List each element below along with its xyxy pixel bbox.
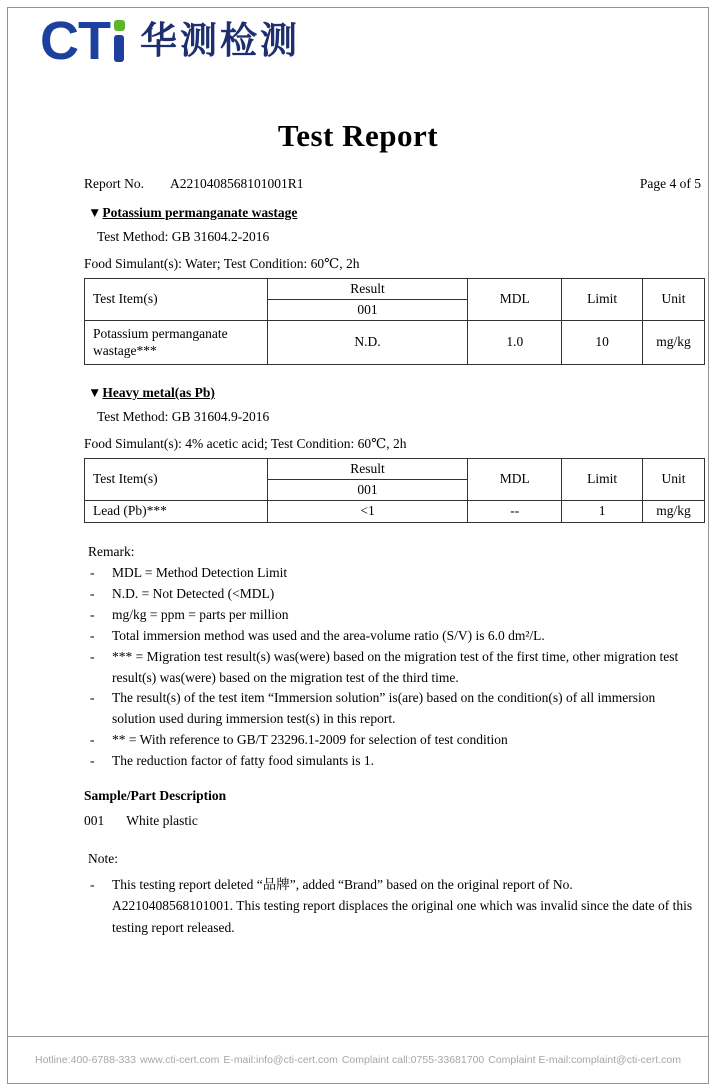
remark-item xyxy=(90,563,695,584)
dash-marker: - xyxy=(90,690,95,706)
remark-text: Total immersion method was used and the area-volume ratio (S/V) is 6.0 dm²/L. xyxy=(112,627,545,643)
remark-item xyxy=(90,688,695,730)
table-cell-mdl: -- xyxy=(468,500,562,522)
remark-item xyxy=(90,751,695,772)
dash-marker: - xyxy=(90,564,95,580)
report-title: Test Report xyxy=(277,118,439,153)
table-header-sample-id: 001 xyxy=(267,479,467,500)
report-line xyxy=(84,176,701,192)
note-text: This testing report deleted “品牌”, added “Brand” based on the original report of No. A2210408568101001. This testing report displaces the original one which was invalid since the date of this testing report released. xyxy=(112,876,693,935)
remark-section xyxy=(88,542,695,772)
section-heading-text: Heavy metal(as Pb) xyxy=(102,385,215,400)
remark-item xyxy=(90,730,695,751)
remark-text: ** = With reference to GB/T 23296.1-2009 for selection of test condition xyxy=(112,732,508,748)
logo-green-dot-icon xyxy=(114,20,125,31)
section-potassium-permanganate xyxy=(84,205,705,365)
section-heavy-metal xyxy=(84,385,705,523)
footer-complaint-email: Complaint E-mail:complaint@cti-cert.com xyxy=(488,1054,681,1066)
footer xyxy=(8,1036,708,1083)
table-cell-result: N.D. xyxy=(267,320,467,364)
table-header-limit: Limit xyxy=(562,458,643,500)
remark-text: The result(s) of the test item “Immersion solution” is(are) based on the condition(s) of all immersion solution used during immersion test(s) in this report. xyxy=(112,690,656,727)
table-header-unit: Unit xyxy=(642,278,704,320)
table-header-limit: Limit xyxy=(562,278,643,320)
test-method: Test Method: GB 31604.2-2016 xyxy=(97,229,270,245)
table-header-test-item: Test Item(s) xyxy=(85,458,268,500)
section-heading xyxy=(88,205,705,221)
remark-text: The reduction factor of fatty food simulants is 1. xyxy=(112,753,375,769)
sample-part-description-section xyxy=(84,788,226,829)
remark-text: N.D. = Not Detected (<MDL) xyxy=(112,585,275,601)
table-cell-limit: 1 xyxy=(562,500,643,522)
footer-complaint-call: Complaint call:0755-33681700 xyxy=(341,1054,485,1066)
food-simulant-condition: Food Simulant(s): Water; Test Condition: 60℃, 2h xyxy=(84,256,360,272)
triangle-marker-icon: ▼ xyxy=(88,385,102,400)
note-label: Note: xyxy=(88,851,118,866)
remark-text: mg/kg = ppm = parts per million xyxy=(112,606,289,622)
remark-item xyxy=(90,584,695,605)
table-cell-mdl: 1.0 xyxy=(468,320,562,364)
footer-website: www.cti-cert.com xyxy=(139,1054,220,1066)
sample-part-description-heading: Sample/Part Description xyxy=(84,788,227,803)
result-table-1 xyxy=(84,278,705,365)
cti-logo-text xyxy=(40,10,125,71)
dash-marker: - xyxy=(90,753,95,769)
table-header-unit: Unit xyxy=(642,458,704,500)
table-header-test-item: Test Item(s) xyxy=(85,278,268,320)
table-cell-result: <1 xyxy=(267,500,467,522)
table-cell-item: Potassium permanganate wastage*** xyxy=(85,320,268,364)
table-cell-unit: mg/kg xyxy=(642,500,704,522)
sample-id: 001 xyxy=(84,813,105,829)
sample-row xyxy=(84,813,226,829)
remark-text: *** = Migration test result(s) was(were) based on the migration test of the first time, other migration test result(s) was(were) based on the migration test of the third time. xyxy=(112,648,679,685)
logo-i-stem xyxy=(114,35,124,62)
table-header-result: Result xyxy=(267,458,467,479)
sample-description: White plastic xyxy=(126,813,198,829)
dash-marker: - xyxy=(90,732,95,748)
dash-marker: - xyxy=(90,648,95,664)
cti-logo-i xyxy=(114,20,125,62)
table-row xyxy=(85,320,705,364)
test-method: Test Method: GB 31604.9-2016 xyxy=(97,409,270,425)
section-heading-text: Potassium permanganate wastage xyxy=(102,205,298,220)
cti-logo-letters: CT xyxy=(40,10,110,71)
cti-logo xyxy=(40,10,300,71)
report-no-label: Report No. xyxy=(84,176,144,191)
table-header-result: Result xyxy=(267,278,467,299)
remark-label: Remark: xyxy=(88,544,135,559)
remark-item xyxy=(90,647,695,689)
footer-hotline: Hotline:400-6788-333 xyxy=(35,1054,136,1066)
table-cell-limit: 10 xyxy=(562,320,643,364)
remark-text: MDL = Method Detection Limit xyxy=(112,564,288,580)
dash-marker: - xyxy=(90,876,95,892)
table-header-mdl: MDL xyxy=(468,458,562,500)
table-header-mdl: MDL xyxy=(468,278,562,320)
dash-marker: - xyxy=(90,627,95,643)
dash-marker: - xyxy=(90,585,95,601)
result-table-2 xyxy=(84,458,705,523)
table-row xyxy=(85,500,705,522)
page-indicator: Page 4 of 5 xyxy=(639,176,701,191)
dash-marker: - xyxy=(90,606,95,622)
table-header-sample-id: 001 xyxy=(267,299,467,320)
footer-email: E-mail:info@cti-cert.com xyxy=(223,1054,338,1066)
food-simulant-condition: Food Simulant(s): 4% acetic acid; Test Condition: 60℃, 2h xyxy=(84,436,407,452)
triangle-marker-icon: ▼ xyxy=(88,205,102,220)
remark-item xyxy=(90,605,695,626)
cti-logo-chinese: 华测检测 xyxy=(139,19,300,62)
table-cell-unit: mg/kg xyxy=(642,320,704,364)
remark-item xyxy=(90,626,695,647)
table-cell-item: Lead (Pb)*** xyxy=(85,500,268,522)
report-no-value: A2210408568101001R1 xyxy=(170,176,304,191)
note-item xyxy=(90,874,695,939)
note-section xyxy=(88,848,695,938)
section-heading xyxy=(88,385,705,401)
